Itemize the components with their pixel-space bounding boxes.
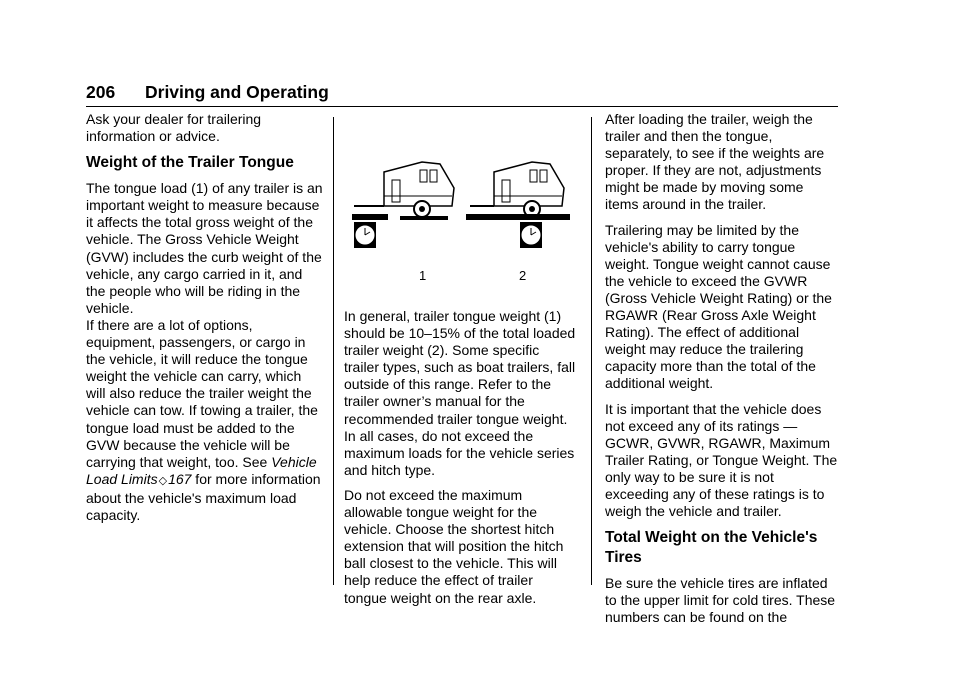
max-tongue-weight-paragraph: Do not exceed the maximum allowable tongue weight for the vehicle. Choose the shortest hitch extension that will position the hitch ball closest to the vehicle. This will help reduce the effect of trailer tongue weight on the rear axle.: [344, 486, 564, 606]
trailer-scales-drawing: [344, 150, 578, 265]
page-header: [86, 82, 838, 107]
column-divider: [591, 117, 592, 585]
column-1: [86, 111, 324, 532]
section-heading-tongue-weight: Weight of the Trailer Tongue: [86, 154, 294, 172]
column-divider: [333, 117, 334, 585]
options-text-end: for more information about the vehicle's maximum load capacity.: [86, 470, 321, 523]
trailer-2-drawing: [466, 162, 570, 248]
tire-inflation-paragraph: Be sure the vehicle tires are inflated to the upper limit for cold tires. These numbers can be found on the: [605, 575, 836, 626]
section-heading-total-weight: Total Weight on the Vehicle's Tires: [605, 529, 818, 567]
page-reference-icon: ◇: [158, 474, 168, 487]
trailer-1-drawing: [352, 162, 454, 248]
trailering-limits-paragraph: Trailering may be limited by the vehicle's ability to carry tongue weight. Tongue weight cannot cause the vehicle to exceed the GVWR (Gross Vehicle Weight Rating) or the RGAWR (Rear Gross Axle Weight Rating). The effect of additional weight may reduce the trailering capacity more than the total of the additional weight.: [605, 221, 832, 392]
tongue-weight-range-paragraph: In general, trailer tongue weight (1) should be 10–15% of the total loaded trailer weight (2). Some specific trailer types, such as boat trailers, fall outside of this range. Refer to the trailer owner’s manual for the recommended trailer tongue weight. In all cases, do not exceed the maximum loads for the vehicle series and hitch type.: [344, 308, 576, 478]
column-3: [605, 111, 840, 634]
intro-paragraph: Ask your dealer for trailering information or advice.: [86, 111, 262, 145]
page-reference-number[interactable]: 167: [168, 470, 192, 487]
options-paragraph: [86, 317, 324, 524]
tongue-load-paragraph: The tongue load (1) of any trailer is an important weight to measure because it affects the total gross weight of the vehicle. The Gross Vehicle Weight (GVW) includes the curb weight of the vehicle, any cargo carried in it, and the people who will be riding in the vehicle.: [86, 180, 323, 316]
section-title: Driving and Operating: [145, 82, 329, 102]
figure-label-2: 2: [519, 268, 527, 283]
weighing-paragraph: After loading the trailer, weigh the trailer and then the tongue, separately, to see if the weights are proper. If they are not, adjustments might be made by moving some items around in the trailer.: [605, 111, 825, 213]
ratings-paragraph: It is important that the vehicle does not exceed any of its ratings — GCWR, GVWR, RGAWR, Maximum Trailer Rating, or Tongue Weight. The only way to be sure it is not exceeding any of these ratings is to weigh the vehicle and trailer.: [605, 400, 838, 520]
page-number: 206: [86, 82, 116, 102]
tongue-weight-illustration: [344, 150, 578, 290]
vehicle-load-limits-link[interactable]: Vehicle Load Limits: [86, 453, 317, 487]
figure-label-1: 1: [419, 268, 427, 283]
options-text-start: If there are a lot of options, equipment, passengers, or cargo in the vehicle, it will reduce the tongue weight the vehicle can carry, which will also reduce the trailer weight the vehicle can tow. If towing a trailer, the tongue load must be added to the GVW because the vehicle will be carrying that weight, too. See: [86, 316, 318, 470]
column-2: [344, 308, 578, 615]
